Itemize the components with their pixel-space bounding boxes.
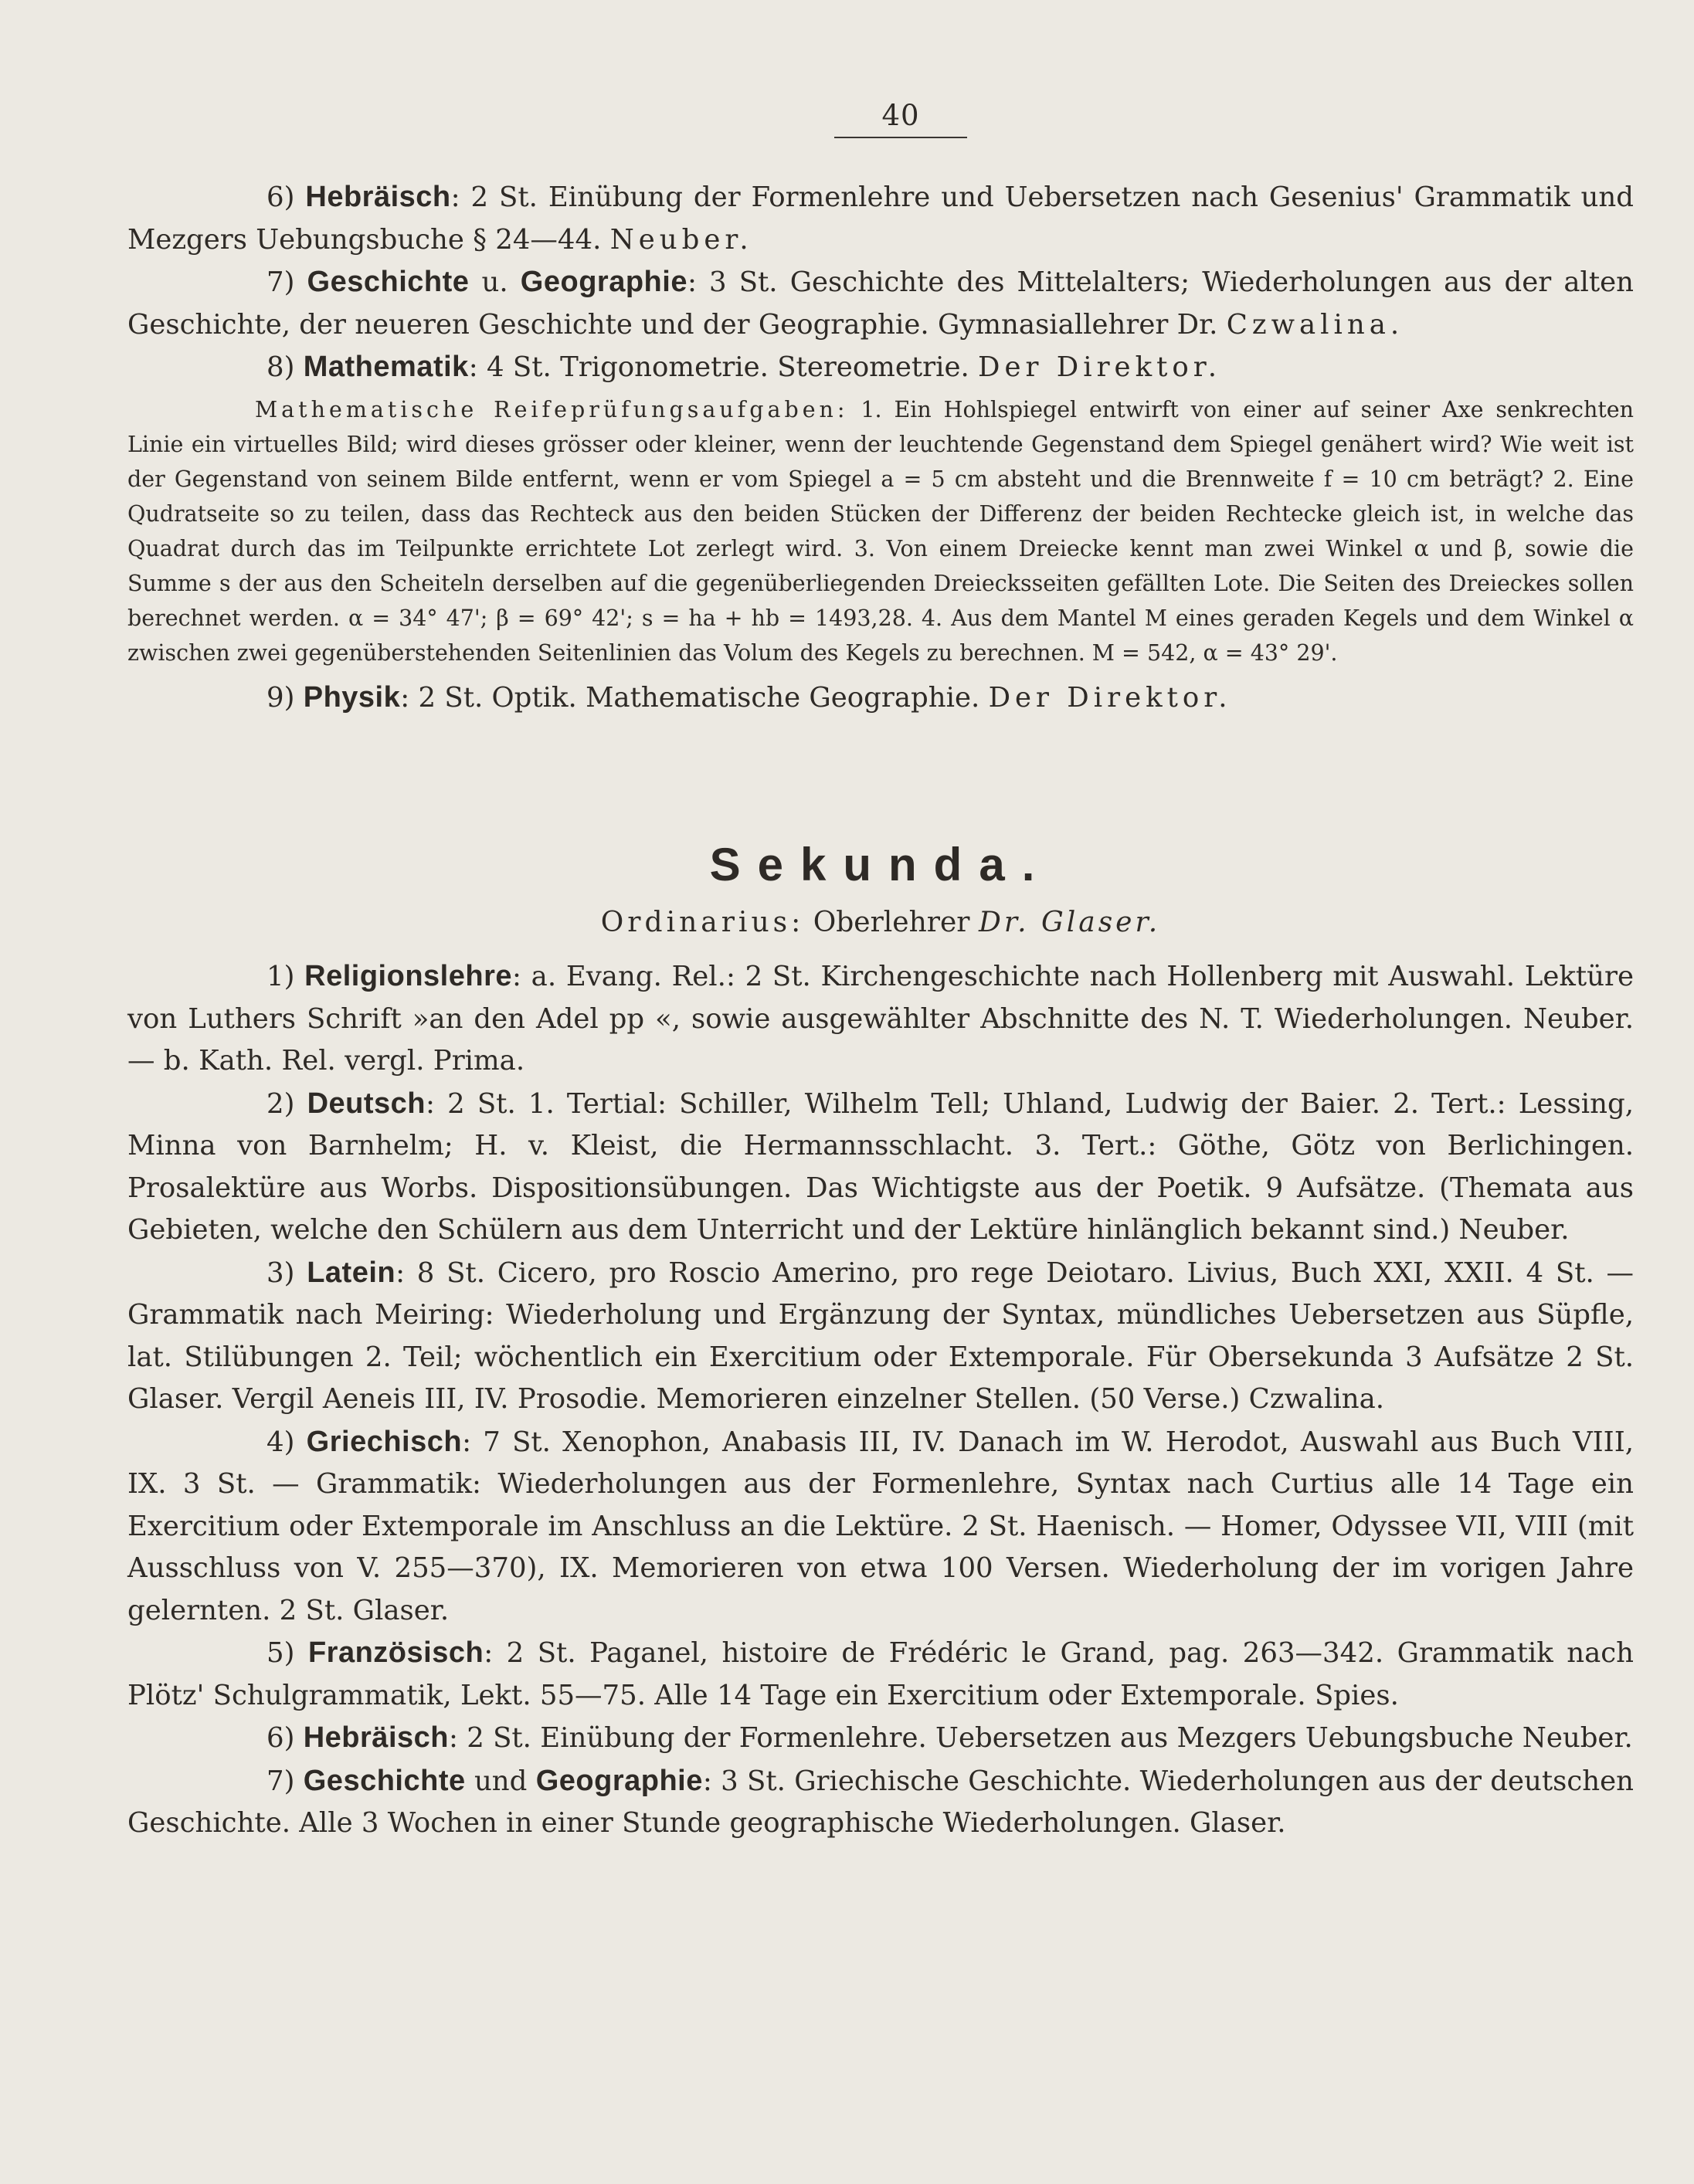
hebraeisch-sekunda-paragraph (127, 1717, 1634, 1760)
franzoesisch-num: 5) (266, 1637, 295, 1669)
reifepruefung-text: 1. Ein Hohlspiegel entwirft von einer auf seiner Axe senkrechten Linie ein virtuelles Bild; wird dieses grösser oder kleiner, wenn der leuchtende Gegenstand dem Spiegel genähert wird? Wie weit ist der Gegenstand von seinem Bilde entfernt, wenn er vom Spiegel a = 5 cm absteht und die Brennweite f = 10 cm beträgt? 2. Eine Qudratseite so zu teilen, dass das Rechteck aus den beiden Stücken der Differenz der beiden Rechtecke gleich ist, in welche das Quadrat durch das im Teilpunkte errichtete Lot zerlegt wird. 3. Von einem Dreiecke kennt man zwei Winkel α und β, sowie die Summe s der aus den Scheiteln derselben auf die gegenüberliegenden Dreiecksseiten gefällten Lote. Die Seiten des Dreieckes sollen berechnet werden. α = 34° 47'; β = 69° 42'; s = ha + hb = 1493,28. 4. Aus dem Mantel M eines geraden Kegels und dem Winkel α zwischen zwei gegenüberstehenden Seitenlinien das Volum des Kegels zu berechnen. M = 542, α = 43° 29'. (127, 396, 1634, 666)
reifepruefung-label: Mathematische Reifeprüfungsaufgaben: (255, 396, 849, 422)
latein-text: : 8 St. Cicero, pro Roscio Amerino, pro rege Deiotaro. Livius, Buch XXI, XXII. 4 St. — Grammatik nach Meiring: Wiederholung und Ergänzung der Syntax, mündliches Uebersetzen aus Süpfle, lat. Stilübungen 2. Teil; wöchentlich ein Exercitium oder Extemporale. Für Obersekunda 3 Aufsätze 2 St. Glaser. Vergil Aeneis III, IV. Prosodie. Memorieren einzelner Stellen. (50 Verse.) Czwalina. (127, 1256, 1634, 1415)
ordinarius-line (127, 907, 1634, 938)
geschichte-sekunda-label: Geschichte (303, 1764, 466, 1797)
physik-paragraph: 9) Physik: 2 St. Optik. Mathematische Geographie. Der Direktor. (266, 680, 1232, 714)
mathematik-text: : 4 St. Trigonometrie. Stereometrie. (468, 351, 969, 383)
geschichte-sekunda-text: : 3 St. Griechische Geschichte. Wiederholungen aus der deutschen Geschichte. Alle 3 Wochen in einer Stunde geographische Wiederholungen. Glaser. (127, 1765, 1634, 1839)
mathematik-paragraph: 8) Mathematik: 4 St. Trigonometrie. Stereometrie. Der Direktor. (266, 351, 1222, 383)
mathematik-teacher: Der Direktor. (978, 351, 1222, 383)
franzoesisch-paragraph (127, 1632, 1634, 1717)
sekunda-heading: Sekunda. (709, 839, 1052, 890)
geschichte-text: : 3 St. Geschichte des Mittelalters; Wiederholungen aus der alten Geschichte, der neueren Geschichte und der Geographie. Gymnasiallehrer Dr. (127, 266, 1634, 341)
deutsch-num: 2) (266, 1087, 295, 1120)
latein-paragraph (127, 1252, 1634, 1421)
ordinarius-label: Ordinarius: (600, 907, 805, 938)
franzoesisch-text: : 2 St. Paganel, histoire de Frédéric le Grand, pag. 263—342. Grammatik nach Plötz' Schulgrammatik, Lekt. 55—75. Alle 14 Tage ein Exercitium oder Extemporale. Spies. (127, 1637, 1634, 1711)
geschichte-label: Geschichte (307, 266, 470, 298)
deutsch-text: : 2 St. 1. Tertial: Schiller, Wilhelm Tell; Uhland, Ludwig der Baier. 2. Tert.: Lessing, Minna von Barnhelm; H. v. Kleist, die Hermannsschlacht. 3. Tert.: Göthe, Götz von Berlichingen. Prosalektüre aus Worbs. Dispositionsübungen. Das Wichtigste aus der Poetik. 9 Aufsätze. (Themata aus Gebieten, welche den Schülern aus dem Unterricht und der Lektüre hinlänglich bekannt sind.) Neuber. (127, 1087, 1634, 1246)
physik-text: : 2 St. Optik. Mathematische Geographie. (400, 681, 980, 714)
physik-teacher: Der Direktor. (988, 681, 1232, 714)
religion-text: : a. Evang. Rel.: 2 St. Kirchengeschichte nach Hollenberg mit Auswahl. Lektüre von Luthers Schrift »an den Adel pp «, sowie ausgewählter Abschnitte des N. T. Wiederholungen. Neuber. — b. Kath. Rel. vergl. Prima. (127, 961, 1634, 1077)
hebraeisch-label: Hebräisch (305, 181, 451, 213)
ordinarius-title: Oberlehrer (813, 907, 970, 938)
ordinarius-name: Dr. Glaser. (978, 907, 1161, 938)
hebraeisch-teacher: Neuber. (609, 223, 753, 256)
sekunda-section (127, 807, 1634, 1845)
hebraeisch-sekunda-label: Hebräisch (303, 1721, 449, 1754)
religion-paragraph (127, 955, 1634, 1083)
physik-label: Physik (303, 680, 401, 714)
deutsch-label: Deutsch (307, 1087, 426, 1120)
franzoesisch-label: Französisch (307, 1636, 484, 1669)
griechisch-paragraph (127, 1421, 1634, 1633)
geschichte-mid: u. (481, 266, 508, 298)
hebraeisch-sekunda-text: : 2 St. Einübung der Formenlehre. Uebersetzen aus Mezgers Uebungsbuche Neuber. (448, 1722, 1633, 1754)
latein-label: Latein (307, 1256, 396, 1289)
geschichte-paragraph: 7) Geschichte u. Geographie: 3 St. Geschichte des Mittelalters; Wiederholungen aus der alten Geschichte, der neueren Geschichte und der Geographie. Gymnasiallehrer Dr. Czwalina. (127, 266, 1634, 341)
latein-num: 3) (266, 1256, 295, 1289)
geographie-label: Geographie (520, 266, 687, 298)
deutsch-paragraph (127, 1083, 1634, 1252)
page-number: 40 (834, 99, 967, 138)
hebraeisch-text: : 2 St. Einübung der Formenlehre und Uebersetzen nach Gesenius' Grammatik und Mezgers Uebungsbuche § 24—44. (127, 181, 1634, 256)
religion-label: Religionslehre (304, 960, 512, 992)
griechisch-num: 4) (266, 1426, 295, 1458)
hebraeisch-sekunda-num: 6) (266, 1722, 295, 1754)
religion-num: 1) (266, 961, 295, 992)
griechisch-text: : 7 St. Xenophon, Anabasis III, IV. Danach im W. Herodot, Auswahl aus Buch VIII, IX. 3 St. — Grammatik: Wiederholungen aus der Formenlehre, Syntax nach Curtius alle 14 Tage ein Exercitium oder Extemporale im Anschluss an die Lektüre. 2 St. Haenisch. — Homer, Odyssee VII, VIII (mit Ausschluss von V. 255—370), IX. Memorieren von etwa 100 Versen. Wiederholung der im vorigen Jahre gelernten. 2 St. Glaser. (127, 1426, 1635, 1626)
geschichte-sekunda-paragraph (127, 1760, 1634, 1845)
prima-continuation (127, 176, 1634, 719)
mathematik-label: Mathematik (303, 351, 469, 383)
geschichte-teacher: Czwalina. (1226, 308, 1404, 341)
reifepruefung-paragraph (127, 392, 1634, 670)
griechisch-label: Griechisch (306, 1425, 463, 1458)
geschichte-sekunda-num: 7) (266, 1765, 295, 1797)
geschichte-sekunda-mid: und (474, 1765, 528, 1797)
geographie-sekunda-label: Geographie (535, 1764, 703, 1797)
hebraeisch-paragraph: 6) Hebräisch: 2 St. Einübung der Formenlehre und Uebersetzen nach Gesenius' Grammatik und Mezgers Uebungsbuche § 24—44. Neuber. (127, 181, 1634, 256)
